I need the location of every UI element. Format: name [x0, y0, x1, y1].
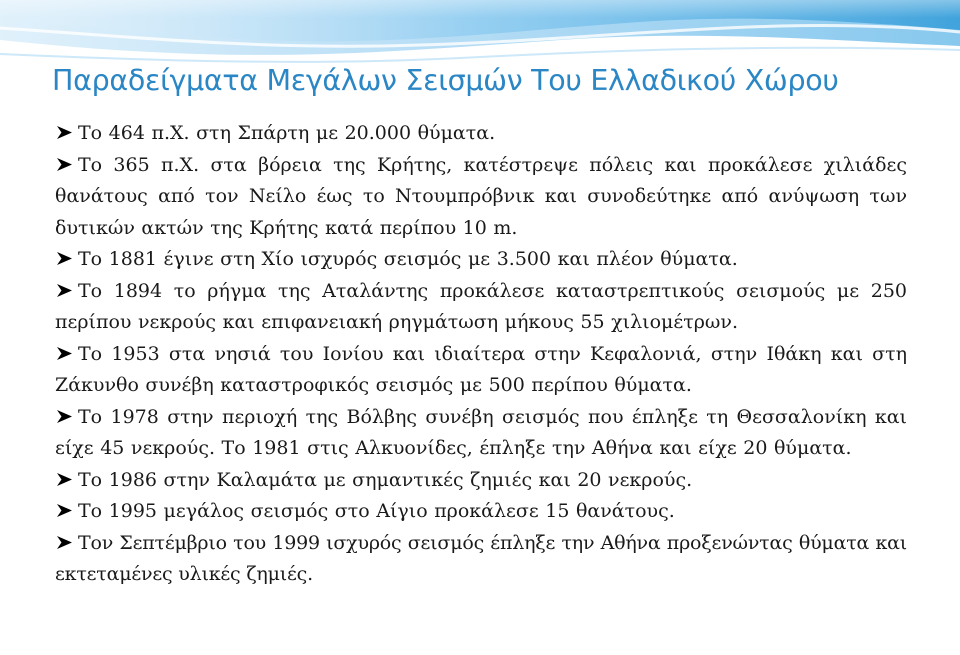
list-item-text: Το 365 π.Χ. στα βόρεια της Κρήτης, κατέστρεψε πόλεις και προκάλεσε χιλιάδες θανάτους από τον Νείλο έως το Ντουμπρόβνικ και συνοδεύτηκε από ανύψωση των δυτικών ακτών της Κρήτης κατά περίπου 10 m. [55, 153, 907, 239]
wave-graphic [0, 0, 960, 120]
list-item-text: Το 1953 στα νησιά του Ιονίου και ιδιαίτερα στην Κεφαλονιά, στην Ιθάκη και στη Ζάκυνθο συνέβη καταστροφικός σεισμός με 500 περίπου θύματα. [55, 342, 907, 396]
list-item [55, 150, 907, 245]
list-item [55, 276, 907, 339]
arrowhead-bullet-icon [55, 535, 74, 550]
list-item-text: Το 464 π.Χ. στη Σπάρτη με 20.000 θύματα. [78, 122, 496, 144]
list-item [55, 244, 907, 276]
list-item-text: Τον Σεπτέμβριο του 1999 ισχυρός σεισμός έπληξε την Αθήνα προξενώντας θύματα και εκτεταμένες υλικές ζημιές. [55, 531, 907, 585]
arrowhead-bullet-icon [55, 409, 74, 424]
arrowhead-bullet-icon [55, 125, 74, 140]
list-item-text: Το 1881 έγινε στη Χίο ισχυρός σεισμός με 3.500 και πλέον θύματα. [78, 248, 738, 270]
arrowhead-bullet-icon [55, 157, 74, 172]
list-item [55, 465, 907, 497]
list-item-text: Το 1986 στην Καλαμάτα με σημαντικές ζημιές και 20 νεκρούς. [78, 468, 693, 491]
bullet-list [55, 118, 907, 591]
list-item [55, 118, 907, 150]
arrowhead-bullet-icon [55, 251, 74, 266]
arrowhead-bullet-icon [55, 503, 74, 518]
page-title: Παραδείγματα Μεγάλων Σεισμών Του Ελλαδικού Χώρου [52, 64, 839, 97]
arrowhead-bullet-icon [55, 472, 74, 487]
decorative-wave-band [0, 0, 960, 120]
list-item [55, 339, 907, 402]
list-item-text: Το 1995 μεγάλος σεισμός στο Αίγιο προκάλεσε 15 θανάτους. [78, 500, 675, 522]
list-item-text: Το 1978 στην περιοχή της Βόλβης συνέβη σεισμός που έπληξε τη Θεσσαλονίκη και είχε 45 νεκρούς. Το 1981 στις Αλκυονίδες, έπληξε την Αθήνα και είχε 20 θύματα. [55, 405, 907, 459]
arrowhead-bullet-icon [55, 346, 74, 361]
list-item-text: Το 1894 το ρήγμα της Αταλάντης προκάλεσε καταστρεπτικούς σεισμούς με 250 περίπου νεκρούς και επιφανειακή ρηγμάτωση μήκους 55 χιλιομέτρων. [55, 279, 907, 333]
list-item [55, 402, 907, 465]
list-item [55, 496, 907, 528]
list-item [55, 528, 907, 591]
arrowhead-bullet-icon [55, 283, 74, 298]
